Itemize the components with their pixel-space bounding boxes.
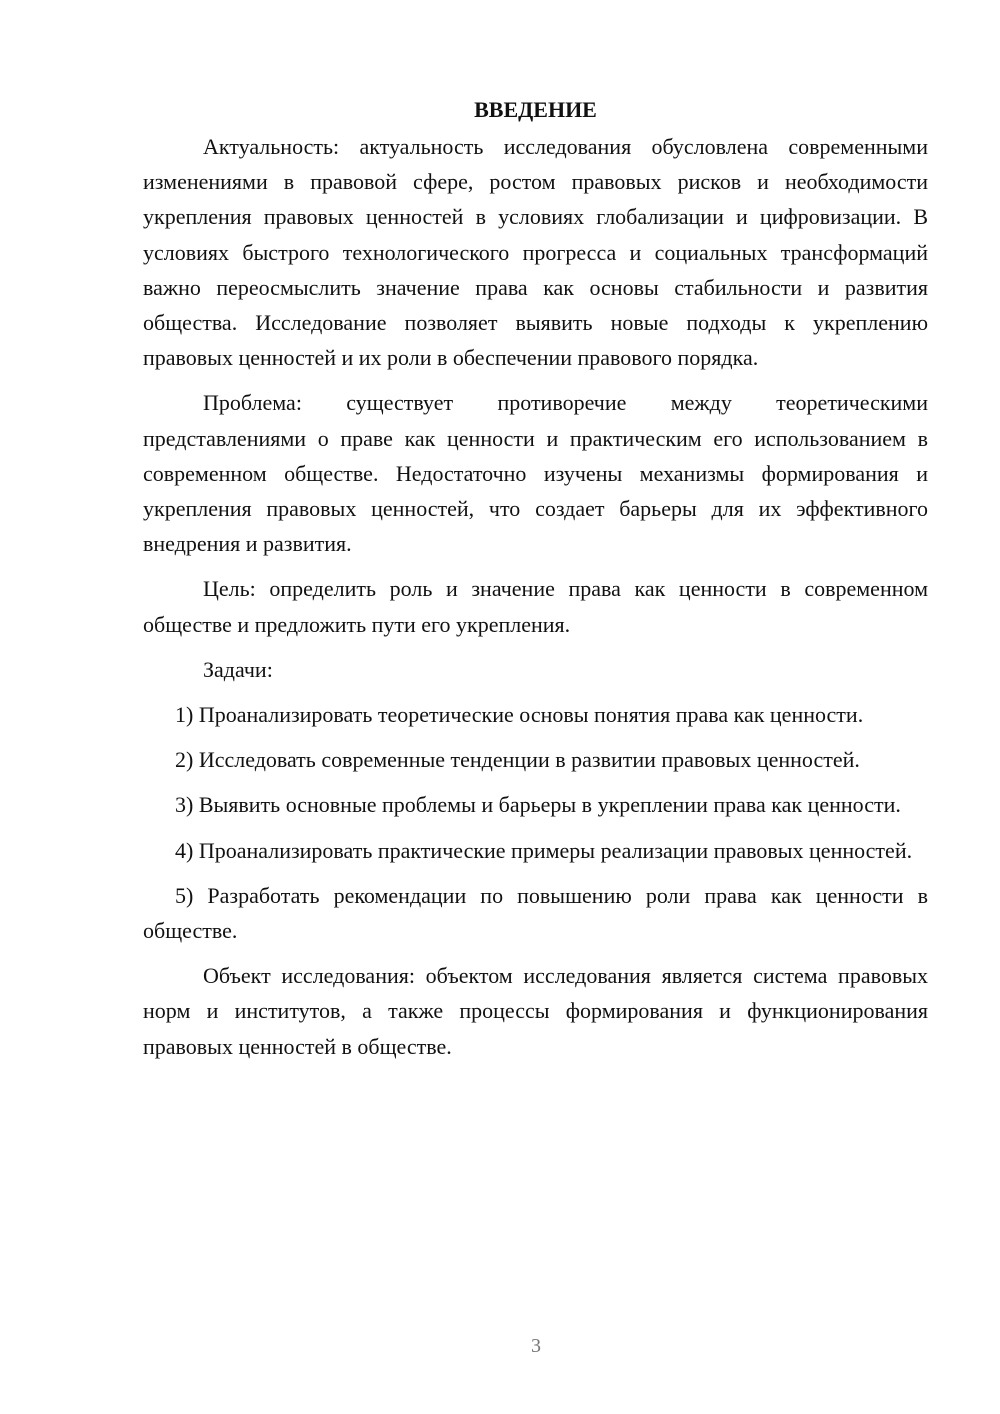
section-title: ВВЕДЕНИЕ (474, 97, 597, 122)
paragraph-object: Объект исследования: объектом исследования является система правовых норм и институтов, а также процессы формирования и функционирования правовых ценностей в обществе. (143, 963, 928, 1059)
task-item-2: 2) Исследовать современные тенденции в развитии правовых ценностей. (175, 747, 860, 773)
paragraph-tasks-heading: Задачи: (203, 656, 273, 682)
paragraph-goal: Цель: определить роль и значение права как ценности в современном обществе и предложить пути его укрепления. (143, 576, 928, 637)
paragraph-relevance: Актуальность: актуальность исследования обусловлена современными изменениями в правовой сфере, ростом правовых рисков и необходимости укрепления правовых ценностей в условиях глобализации и цифровизации. В условиях быстрого технологического прогресса и социальных трансформаций важно переосмыслить значение права как основы стабильности и развития общества. Исследование позволяет выявить новые подходы к укреплению правовых ценностей и их роли в обеспечении правового порядка. (143, 134, 928, 371)
task-item-5: 5) Разработать рекомендации по повышению роли права как ценности в обществе. (143, 882, 928, 944)
task-item-4: 4) Проанализировать практические примеры реализации правовых ценностей. (175, 837, 913, 863)
page-content (143, 92, 928, 1074)
paragraph-problem: Проблема: существует противоречие между теоретическими представлениями о праве как ценности и практическим его использованием в современном обществе. Недостаточно изучены механизмы формирования и укрепления правовых ценностей, что создает барьеры для их эффективного внедрения и развития. (143, 390, 928, 557)
page-number: 3 (531, 1335, 541, 1357)
task-item-1: 1) Проанализировать теоретические основы понятия права как ценности. (175, 702, 864, 728)
task-item-3: 3) Выявить основные проблемы и барьеры в укреплении права как ценности. (175, 792, 901, 818)
